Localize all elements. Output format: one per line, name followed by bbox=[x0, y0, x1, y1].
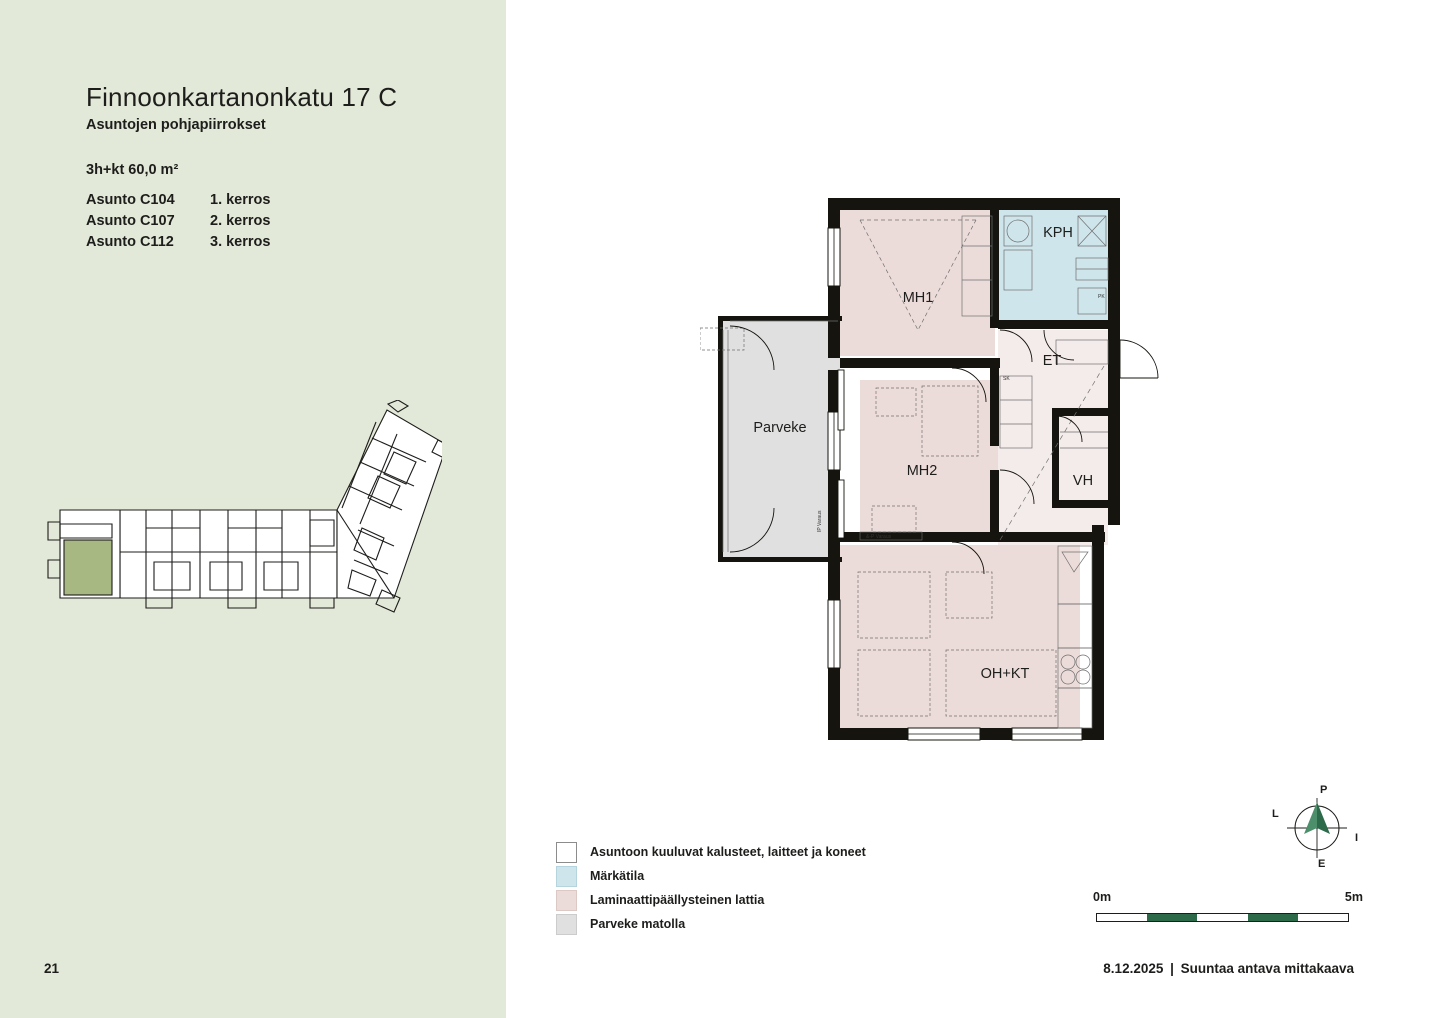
label-ip-varaus: IP Varaus bbox=[817, 510, 823, 532]
apartment-name: Asunto C112 bbox=[86, 234, 174, 250]
scale-segment bbox=[1147, 914, 1197, 921]
legend-item bbox=[556, 888, 866, 912]
room-label-et: ET bbox=[1042, 353, 1062, 369]
compass-south-label: E bbox=[1318, 858, 1326, 870]
legend-item bbox=[556, 912, 866, 936]
compass-rose bbox=[1262, 780, 1372, 870]
apartment-floorplan bbox=[700, 180, 1220, 780]
compass-west-label: L bbox=[1272, 808, 1279, 820]
legend-label: Parveke matolla bbox=[590, 917, 686, 931]
page-subtitle: Asuntojen pohjapiirrokset bbox=[86, 117, 266, 133]
legend-item bbox=[556, 864, 866, 888]
footer-date: 8.12.2025 bbox=[1103, 961, 1164, 976]
scale-min-label: 0m bbox=[1093, 890, 1112, 904]
apartment-name: Asunto C104 bbox=[86, 192, 175, 208]
scale-track bbox=[1096, 913, 1349, 922]
left-info-panel bbox=[0, 0, 506, 1018]
apartment-floor: 1. kerros bbox=[210, 192, 271, 208]
list-item bbox=[86, 190, 320, 210]
room-label-mh2: MH2 bbox=[906, 463, 938, 479]
scale-max-label: 5m bbox=[1344, 890, 1363, 904]
legend-label: Laminaattipäällysteinen lattia bbox=[590, 893, 765, 907]
apartment-floor: 2. kerros bbox=[210, 213, 271, 229]
compass-east-label: I bbox=[1355, 832, 1359, 844]
apartment-type-label: 3h+kt 60,0 m² bbox=[86, 162, 179, 178]
footer-scale-note: Suuntaa antava mittakaava bbox=[1180, 961, 1354, 976]
apartment-floor: 3. kerros bbox=[210, 234, 271, 250]
legend-label: Märkätila bbox=[590, 869, 645, 883]
footer-separator: | bbox=[1170, 961, 1174, 976]
page-number: 21 bbox=[44, 961, 60, 976]
apartment-list bbox=[86, 190, 320, 253]
footer-note bbox=[1103, 961, 1354, 976]
legend-item bbox=[556, 840, 866, 864]
scale-bar bbox=[1093, 890, 1363, 930]
list-item bbox=[86, 211, 320, 231]
legend-swatch-furniture bbox=[556, 842, 577, 863]
list-item bbox=[86, 232, 320, 252]
page-title: Finnoonkartanonkatu 17 C bbox=[86, 82, 398, 112]
room-label-mh1: MH1 bbox=[902, 290, 934, 306]
apartment-name: Asunto C107 bbox=[86, 213, 175, 229]
label-sk: SK bbox=[1003, 376, 1010, 382]
compass-north-label: P bbox=[1320, 784, 1328, 796]
legend-swatch-laminate bbox=[556, 890, 577, 911]
label-pk: PK bbox=[1098, 294, 1105, 300]
legend-label: Asuntoon kuuluvat kalusteet, laitteet ja koneet bbox=[590, 845, 866, 859]
building-key-plan bbox=[42, 400, 442, 625]
room-label-parveke: Parveke bbox=[753, 420, 807, 436]
label-lp-varaus: &-P Varaus bbox=[866, 534, 892, 540]
room-label-ohkt: OH+KT bbox=[980, 666, 1030, 682]
legend bbox=[556, 840, 866, 936]
legend-swatch-wetroom bbox=[556, 866, 577, 887]
scale-segment bbox=[1248, 914, 1298, 921]
room-label-kph: KPH bbox=[1043, 225, 1073, 241]
legend-swatch-balcony bbox=[556, 914, 577, 935]
room-label-vh: VH bbox=[1072, 473, 1094, 489]
